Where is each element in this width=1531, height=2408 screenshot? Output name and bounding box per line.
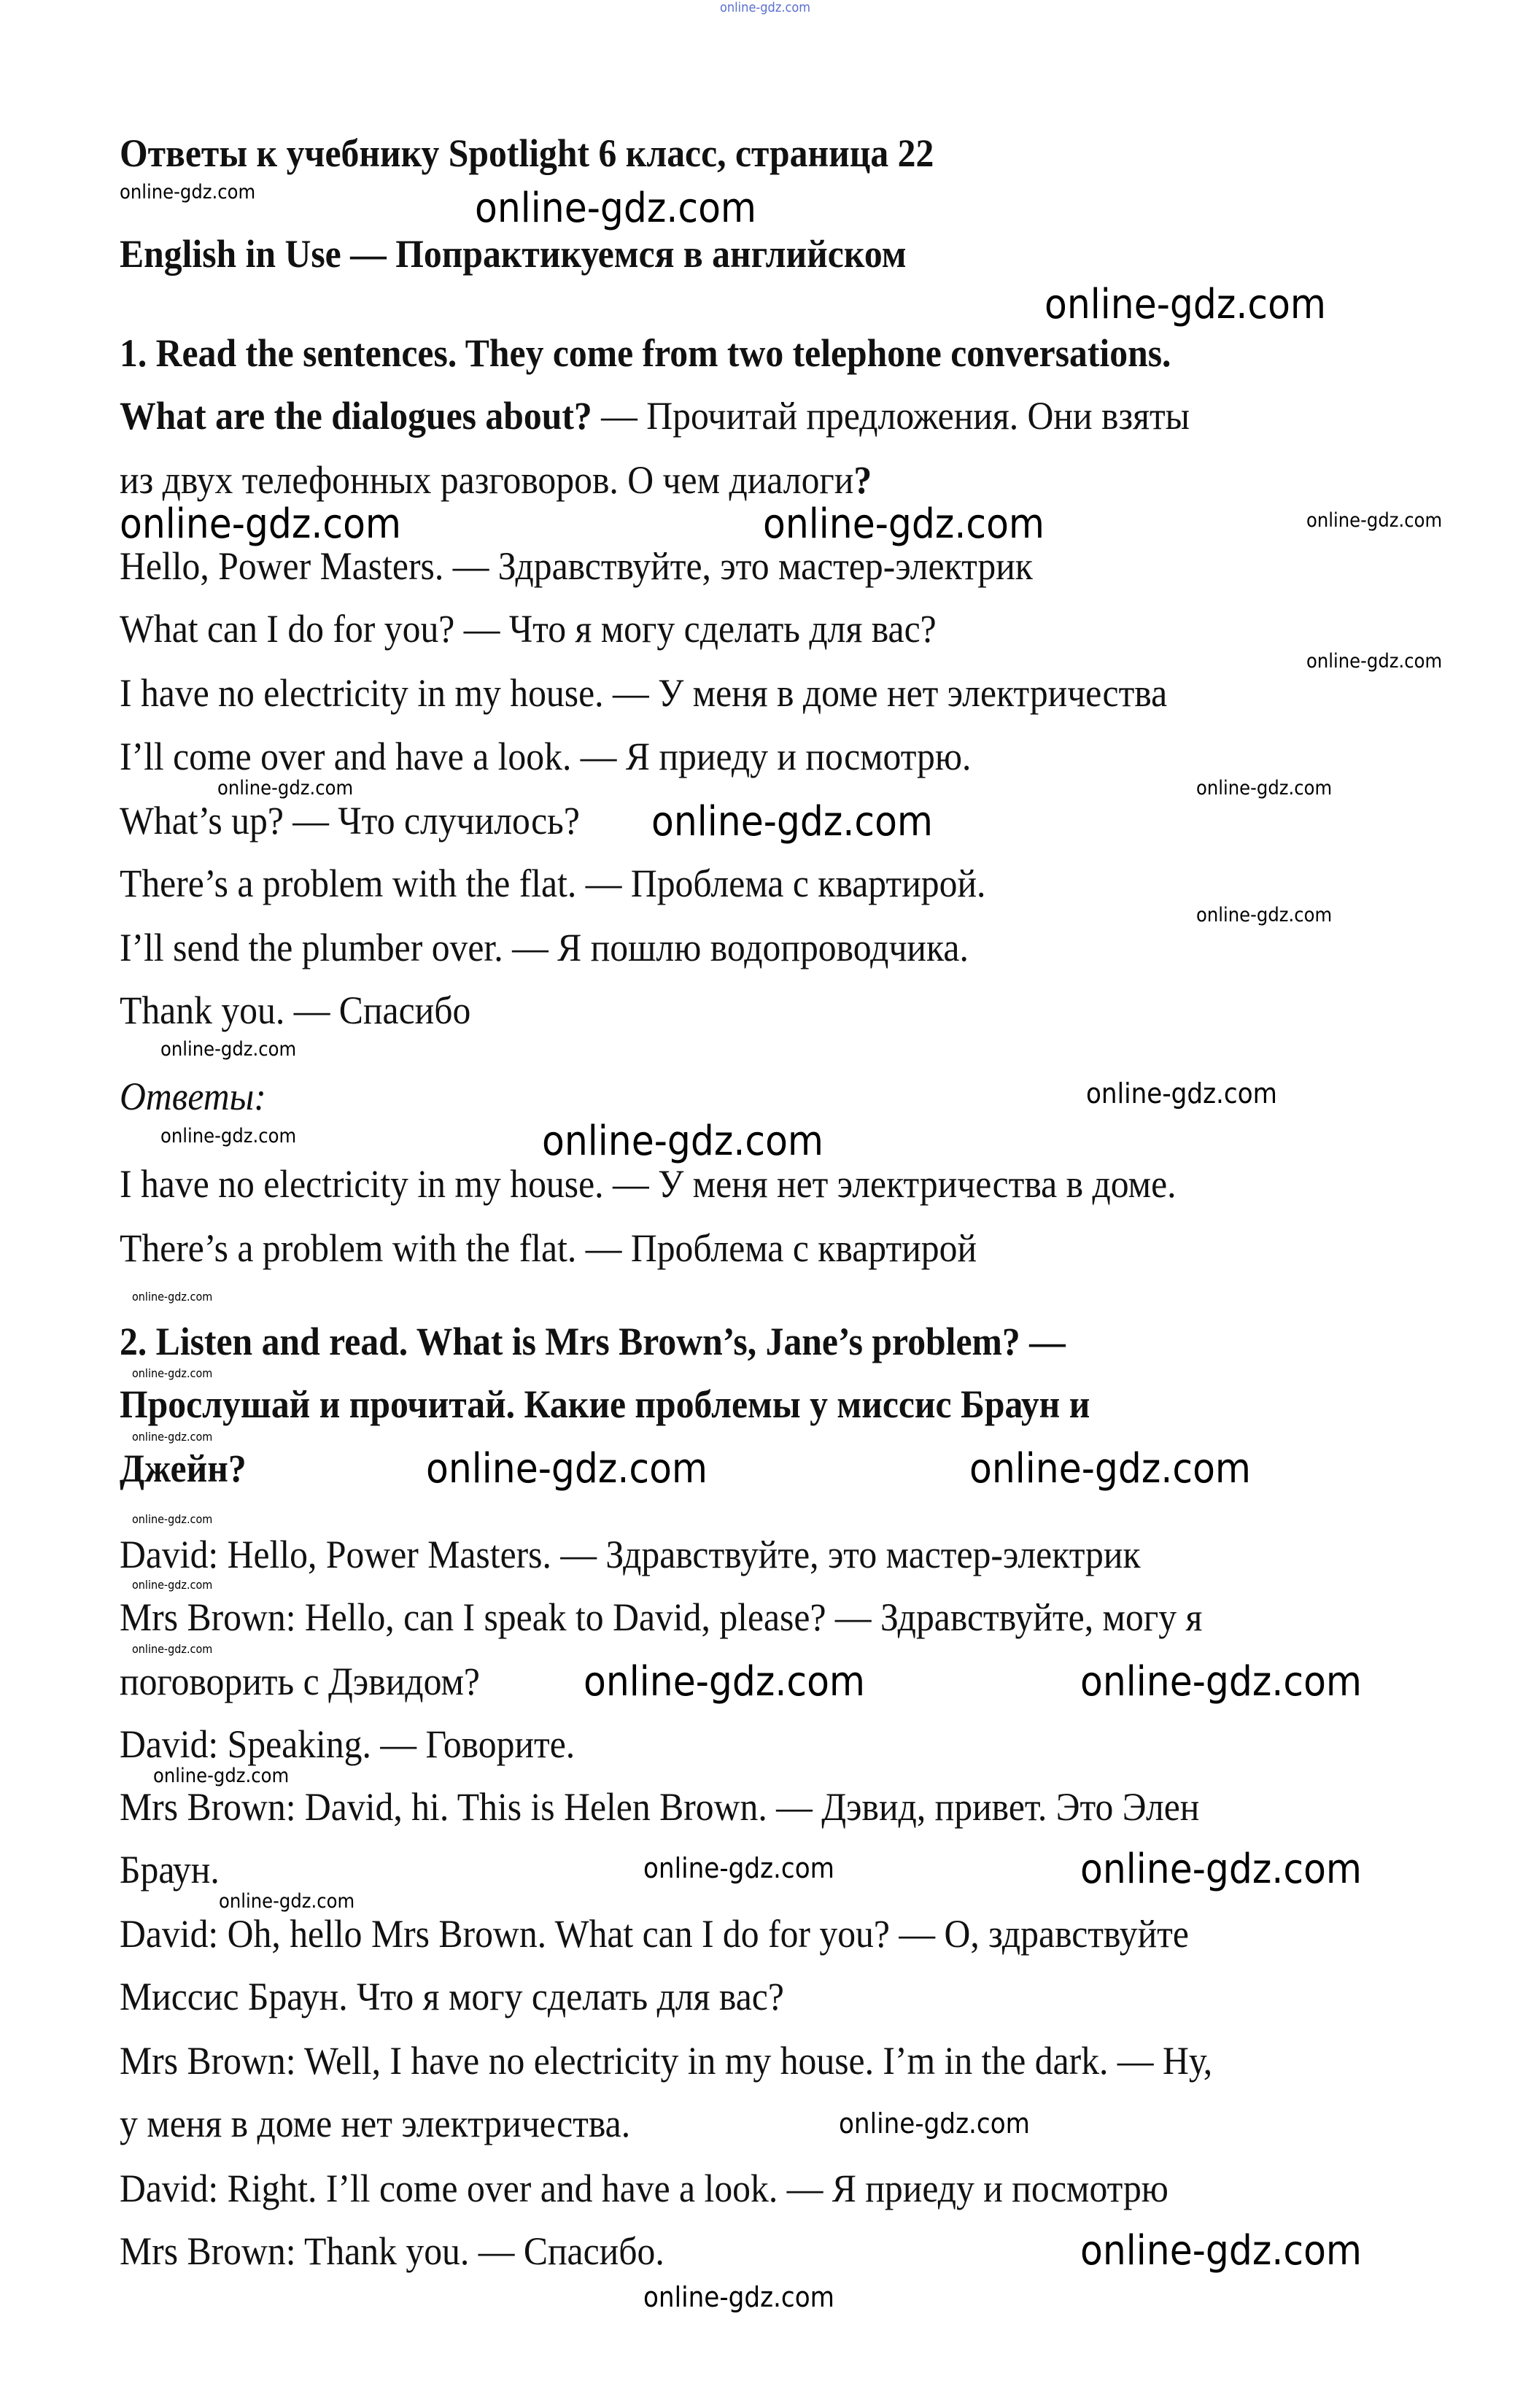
watermark: online-gdz.com [217,777,354,800]
task1-translation: из двух телефонных разговоров. О чем диалоги [120,458,854,502]
answers-label: Ответы: [120,1075,266,1118]
sentence-line: I’ll send the plumber over. — Я пошлю водопроводчика. [120,926,969,969]
dialogue-line: David: Right. I’ll come over and have a look. — Я приеду и посмотрю [120,2167,1168,2210]
watermark: online-gdz.com [584,1658,866,1706]
task1-heading-line: 1. Read the sentences. They come from two telephone conversations. [120,331,1171,375]
section-heading: English in Use — Попрактикуемся в английском [120,232,907,276]
sentence-line: Thank you. — Спасибо [120,988,471,1032]
sentence-line: Hello, Power Masters. — Здравствуйте, это мастер-электрик [120,544,1033,588]
task2-heading-line: Прослушай и прочитай. Какие проблемы у миссис Браун и [120,1382,1090,1426]
dialogue-line: David: Speaking. — Говорите. [120,1722,575,1766]
task2-heading-line: Джейн? [120,1447,247,1490]
watermark: online-gdz.com [1080,1658,1363,1706]
dialogue-line: David: Oh, hello Mrs Brown. What can I do for you? — О, здравствуйте [120,1912,1189,1956]
dialogue-line: поговорить с Дэвидом? [120,1660,480,1703]
watermark: online-gdz.com [120,181,256,204]
watermark: online-gdz.com [1086,1077,1277,1110]
task1-question-mark: ? [853,458,872,502]
dialogue-line: Mrs Brown: Thank you. — Спасибо. [120,2229,664,2273]
watermark: online-gdz.com [132,1366,213,1380]
task1-question: What are the dialogues about? [120,394,592,438]
watermark: online-gdz.com [969,1445,1252,1493]
watermark: online-gdz.com [643,2281,834,2313]
watermark: online-gdz.com [132,1290,213,1304]
watermark: online-gdz.com [542,1118,824,1165]
dialogue-line: Браун. [120,1848,220,1892]
watermark: online-gdz.com [426,1445,708,1493]
task1-heading-line [120,460,872,500]
dialogue-line: Mrs Brown: Hello, can I speak to David, please? — Здравствуйте, могу я [120,1595,1203,1639]
dialogue-line: Миссис Браун. Что я могу сделать для вас? [120,1975,784,2018]
watermark: online-gdz.com [132,1430,213,1444]
sentence-line: What can I do for you? — Что я могу сделать для вас? [120,607,937,651]
watermark: online-gdz.com [1080,1846,1363,1893]
dialogue-line: Mrs Brown: David, hi. This is Helen Brown. — Дэвид, привет. Это Элен [120,1785,1200,1829]
watermark: online-gdz.com [839,2107,1030,2140]
watermark: online-gdz.com [720,0,811,15]
sentence-line: I have no electricity in my house. — У меня в доме нет электричества [120,671,1168,715]
watermark: online-gdz.com [160,1125,297,1147]
watermark: online-gdz.com [763,500,1045,548]
page-title: Ответы к учебнику Spotlight 6 класс, страница 22 [120,131,934,175]
watermark: online-gdz.com [132,1578,213,1592]
watermark: online-gdz.com [1306,650,1443,673]
watermark: online-gdz.com [160,1038,297,1061]
watermark: online-gdz.com [1080,2227,1363,2275]
dialogue-line: у меня в доме нет электричества. [120,2102,631,2145]
sentence-line: There’s a problem with the flat. — Проблема с квартирой. [120,862,986,905]
sentence-line: What’s up? — Что случилось? [120,799,580,843]
sentence-line: I’ll come over and have a look. — Я приеду и посмотрю. [120,735,972,778]
watermark: online-gdz.com [132,1642,213,1656]
answer-line: I have no electricity in my house. — У меня нет электричества в доме. [120,1162,1177,1206]
dialogue-line: David: Hello, Power Masters. — Здравствуйте, это мастер-электрик [120,1533,1141,1576]
watermark: online-gdz.com [643,1852,834,1884]
watermark: online-gdz.com [132,1512,213,1526]
watermark: online-gdz.com [1196,904,1333,926]
watermark: online-gdz.com [1196,777,1333,800]
watermark: online-gdz.com [1044,281,1327,328]
watermark: online-gdz.com [120,500,402,548]
task1-heading-line [120,395,1190,436]
answer-line: There’s a problem with the flat. — Проблема с квартирой [120,1226,977,1270]
watermark: online-gdz.com [219,1890,355,1913]
dialogue-line: Mrs Brown: Well, I have no electricity in my house. I’m in the dark. — Ну, [120,2039,1213,2083]
watermark: online-gdz.com [475,185,757,232]
watermark: online-gdz.com [153,1765,290,1787]
task1-translation: — Прочитай предложения. Они взяты [592,394,1190,438]
watermark: online-gdz.com [651,798,934,845]
watermark: online-gdz.com [1306,509,1443,532]
task2-heading-line: 2. Listen and read. What is Mrs Brown’s, Jane’s problem? — [120,1320,1066,1363]
